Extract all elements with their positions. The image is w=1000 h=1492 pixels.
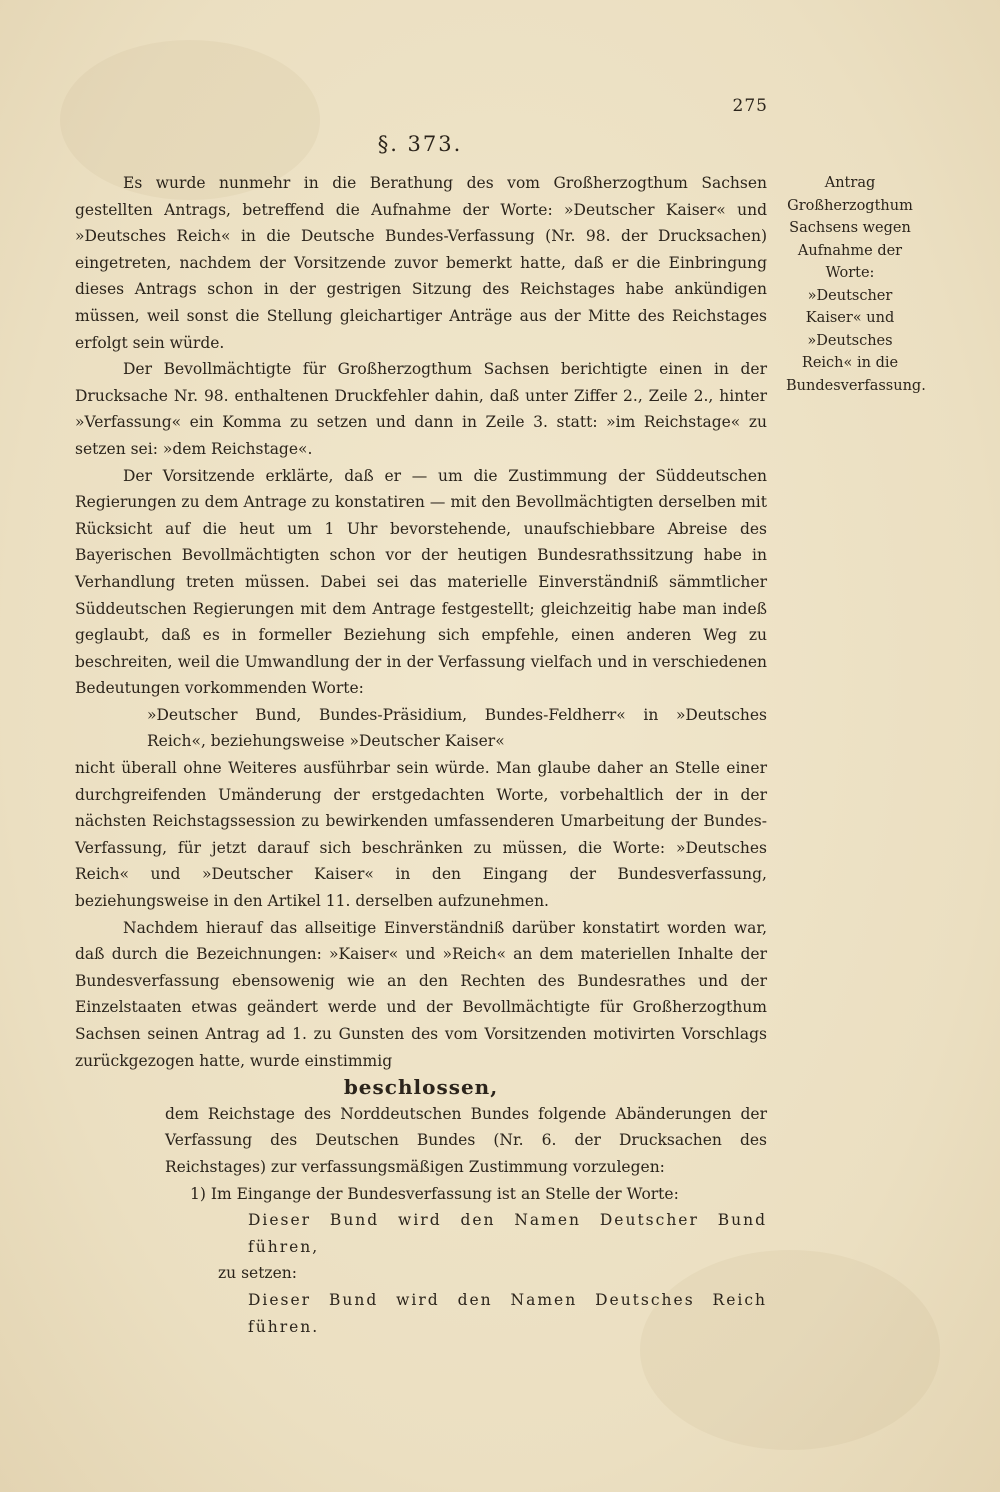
resolution-heading: beschlossen, [343, 1075, 499, 1100]
insert-instruction: zu setzen: [218, 1264, 297, 1283]
paragraph: Nachdem hierauf das allseitige Einverständniß darüber konstatirt worden war, daß durch die Bezeichnungen: »Kaiser« und »Reich« an dem materiellen Inhalte der Bundesverfassung ebensowenig wie an den Rechten des Bundesrathes und der Einzelstaaten etwas geändert werde und der Bevollmächtigte für Großherzogthum Sachsen seinen Antrag ad 1. zu Gunsten des vom Vorsitzenden motivirten Vorschlags zurückgezogen hatte, wurde einstimmig [75, 918, 767, 1070]
list-item: 1) Im Eingange der Bundesverfassung ist an Stelle der Worte: [190, 1184, 679, 1203]
page-number: 275 [732, 96, 768, 116]
old-wording: Dieser Bund wird den Namen Deutscher Bund führen, [248, 1211, 767, 1256]
resolution-text: dem Reichstage des Norddeutschen Bundes folgende Abänderungen der Verfassung des Deutschen Bundes (Nr. 6. der Drucksachen des Reichstages) zur verfassungsmäßigen Zustimmung vorzulegen: [165, 1104, 767, 1176]
quoted-terms: »Deutscher Bund, Bundes-Präsidium, Bundes-Feldherr« in »Deutsches Reich«, beziehungsweise »Deutscher Kaiser« [147, 705, 767, 751]
paragraph: Der Bevollmächtigte für Großherzogthum Sachsen berichtigte einen in der Drucksache Nr. 98. enthaltenen Druckfehler dahin, daß unter Ziffer 2., Zeile 2., hinter »Verfassung« ein Komma zu setzen und dann in Zeile 3. statt: »im Reichstage« zu setzen sei: »dem Reichstage«. [75, 360, 767, 458]
section-heading: §. 373. [377, 132, 463, 156]
paragraph: nicht überall ohne Weiteres ausführbar sein würde. Man glaube daher an Stelle einer durchgreifenden Umänderung der erstgedachten Worte, vorbehaltlich der in der nächsten Reichstagssession zu bewirkenden umfassenderen Umarbeitung der Bundes-Verfassung, für jetzt darauf sich beschränken zu müssen, die Worte: »Deutsches Reich« und »Deutscher Kaiser« in den Eingang der Bundesverfassung, beziehungsweise in den Artikel 11. derselben aufzunehmen. [75, 759, 767, 911]
body-text [75, 170, 767, 1340]
new-wording: Dieser Bund wird den Namen Deutsches Reich führen. [248, 1290, 767, 1336]
paragraph: Der Vorsitzende erklärte, daß er — um die Zustimmung der Süddeutschen Regierungen zu dem Antrage zu konstatiren — mit den Bevollmächtigten derselben mit Rücksicht auf die heut um 1 Uhr bevorstehende, unaufschiebbare Abreise des Bayerischen Bevollmächtigten schon vor der heutigen Bundesrathssitzung habe in Verhandlung treten müssen. Dabei sei das materielle Einverständniß sämmtlicher Süddeutschen Regierungen mit dem Antrage festgestellt; gleichzeitig habe man indeß geglaubt, daß es in formeller Beziehung sich empfehle, einen anderen Weg zu beschreiten, weil die Umwandlung der in der Verfassung vielfach und in verschiedenen Bedeutungen vorkommenden Worte: [75, 466, 767, 698]
margin-note: Antrag Großherzogthum Sachsens wegen Aufnahme der Worte: »Deutscher Kaiser« und »Deutsches Reich« in die Bundesverfassung. [786, 175, 926, 394]
paragraph: Es wurde nunmehr in die Berathung des vom Großherzogthum Sachsen gestellten Antrags, betreffend die Aufnahme der Worte: »Deutscher Kaiser« und »Deutsches Reich« in die Deutsche Bundes-Verfassung (Nr. 98. der Drucksachen) eingetreten, nachdem der Vorsitzende zuvor bemerkt hatte, daß er die Einbringung dieses Antrags schon in der gestrigen Sitzung des Reichstages habe ankündigen müssen, weil sonst die Stellung gleichartiger Anträge aus der Mitte des Reichstages erfolgt sein würde. [75, 174, 767, 352]
